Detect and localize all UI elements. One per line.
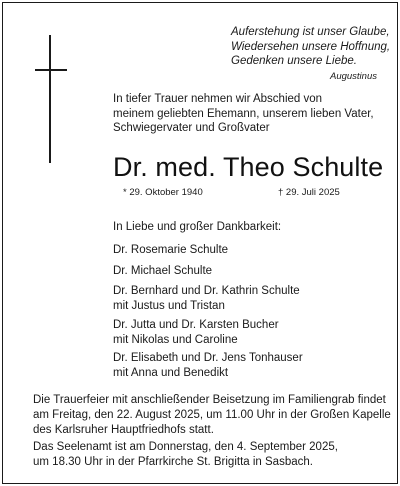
funeral-info xyxy=(33,393,393,437)
mourner-line: Dr. Michael Schulte xyxy=(113,265,213,277)
mourner-group xyxy=(113,284,300,313)
death-date: † 29. Juli 2025 xyxy=(278,187,340,198)
quote-line: Wiedersehen unsere Hoffnung, xyxy=(231,40,391,53)
intro-line: In tiefer Trauer nehmen wir Abschied von xyxy=(113,93,323,105)
obituary-frame xyxy=(2,2,398,484)
mourner-line: Dr. Elisabeth und Dr. Jens Tonhauser xyxy=(113,352,303,364)
funeral-line: Die Trauerfeier mit anschließender Beisetzung im Familiengrab findet xyxy=(33,394,386,406)
birth-date: * 29. Oktober 1940 xyxy=(123,187,203,198)
mourner-group xyxy=(113,264,212,279)
mourner-group xyxy=(113,351,303,380)
mourner-line: Dr. Bernhard und Dr. Kathrin Schulte xyxy=(113,285,300,297)
funeral-line: des Karlsruher Hauptfriedhofs statt. xyxy=(33,423,214,436)
cross-icon xyxy=(49,35,51,163)
mourner-line: mit Nikolas und Caroline xyxy=(113,333,238,346)
deceased-name: Dr. med. Theo Schulte xyxy=(113,152,384,182)
quote-author: Augustinus xyxy=(329,71,377,82)
quote-line: Gedenken unsere Liebe. xyxy=(231,55,357,67)
mourner-line: Dr. Jutta und Dr. Karsten Bucher xyxy=(113,319,279,331)
intro-line: Schwiegervater und Großvater xyxy=(113,122,270,135)
funeral-line: am Freitag, den 22. August 2025, um 11.00 Uhr in der Großen Kapelle xyxy=(33,408,391,421)
cross-icon-bar xyxy=(35,69,67,71)
mass-line: um 18.30 Uhr in der Pfarrkirche St. Brigitta in Sasbach. xyxy=(33,455,313,468)
mass-line: Das Seelenamt ist am Donnerstag, den 4. September 2025, xyxy=(33,441,338,453)
quote xyxy=(231,25,391,69)
mourner-line: Dr. Rosemarie Schulte xyxy=(113,244,229,256)
intro-line: meinem geliebten Ehemann, unserem lieben Vater, xyxy=(113,107,374,120)
mourner-group xyxy=(113,243,228,258)
mourners-heading: In Liebe und großer Dankbarkeit: xyxy=(113,221,282,233)
intro-text xyxy=(113,92,373,136)
mourner-group xyxy=(113,318,279,347)
quote-line: Auferstehung ist unser Glaube, xyxy=(231,26,390,38)
mass-info xyxy=(33,440,393,470)
mourner-line: mit Justus und Tristan xyxy=(113,299,225,312)
mourner-line: mit Anna und Benedikt xyxy=(113,366,229,379)
